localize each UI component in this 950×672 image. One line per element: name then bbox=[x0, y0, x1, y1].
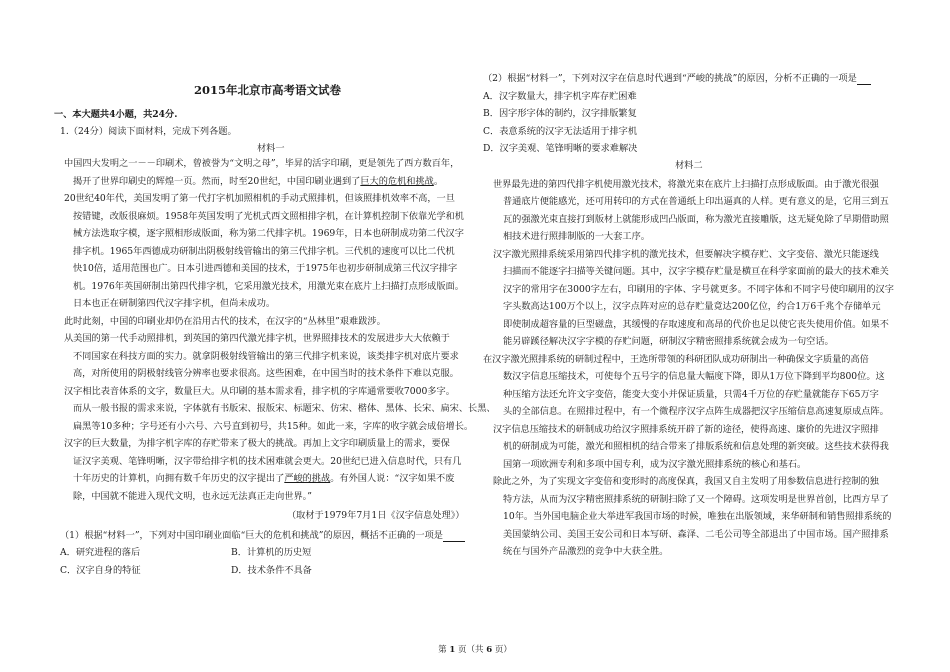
page-footer: 第 1 页（共 6 页） bbox=[438, 645, 512, 655]
text-line: 世界最先进的第四代排字机使用激光技术，将激光束在底片上扫描打点形成版面。由于激光很强 bbox=[493, 179, 879, 190]
text-line: 从美国的第一代手动照排机，到英国的第四代激光排字机，世界照排技术的发展进步大大依赖于 bbox=[64, 333, 450, 344]
source-citation: （取材于1979年7月1日《汉字信息处理》） bbox=[287, 510, 465, 521]
text-line: 汉字的常用字在3000字左右，印刷用的字体、字号就更多。不同字体和不同字号使印刷用的汉字 bbox=[503, 284, 894, 295]
answer-blank bbox=[443, 531, 465, 542]
text-line: 汉字相比表音体系的文字，数量巨大。从印刷的基本需求看，排字机的字库通常要收7000多字。 bbox=[64, 386, 455, 397]
text-line: 特方法，从而为汉字精密照排系统的研制扫除了又一个障碍。这项发明是世界首创，比西方早了 bbox=[503, 494, 889, 505]
answer-blank bbox=[857, 74, 871, 85]
text-line: 头的全部信息。在照排过程中，有一个微程序汉字点阵生成器把汉字压缩信息高速复原成点阵。 bbox=[503, 406, 889, 417]
text-line: 国第一项欧洲专利和多项中国专利，成为汉字激光照排系统的核心和基石。 bbox=[503, 459, 807, 470]
text-line: 高，对所使用的阴极射线管分辨率也要求很高。这些困难，在中国当时的技术条件下难以克服。 bbox=[73, 368, 459, 379]
text-line: 汉字信息压缩技术的研制成功给汉字照排系统开辟了新的途径，使得高速、廉价的先进汉字照排 bbox=[493, 424, 879, 435]
text-line: 扁黑等10多种；字号还有小六号、六号直到初号，共15种。如此一来，字库的收字就会成倍增长。 bbox=[73, 421, 474, 432]
text-line: 机。1976年英国研制出第四代排字机，它采用激光技术，用激光束在底片上扫描打点形成版面。 bbox=[73, 281, 464, 292]
option-a: A．汉字数量大，排字机字库存贮困难 bbox=[483, 91, 637, 102]
text-line: 汉字的巨大数量，为排字机字库的存贮带来了极大的挑战。再加上文字印刷质量上的需求，要保 bbox=[64, 438, 450, 449]
text-line: 美国蒙纳公司、美国王安公司和日本写研、森泽、二毛公司等全部退出了中国市场。国产照排系 bbox=[503, 529, 889, 540]
underlined-phrase: 巨大的危机和挑战 bbox=[360, 176, 434, 187]
text-line: 此时此刻，中国的印刷业却仍在沿用古代的技术，在汉字的“丛林里”艰难跋涉。 bbox=[64, 316, 386, 327]
text-line: 统在与国外产品激烈的竞争中大获全胜。 bbox=[503, 546, 669, 557]
text-line: 汉字激光照排系统采用第四代排字机的激光技术，但要解决字模存贮、文字变倍、激光只能逐线 bbox=[493, 249, 879, 260]
option-c: C．表意系统的汉字无法适用于排字机 bbox=[483, 126, 638, 137]
text-line: 除，中国就不能进入现代文明，也永远无法真正走向世界。” bbox=[73, 491, 312, 502]
text-line: 证汉字美观、笔锋明晰，汉字带给排字机的技术困难就会更大。20世纪已进入信息时代，只有几 bbox=[73, 456, 462, 467]
option-c: C．汉字自身的特征 bbox=[60, 565, 141, 576]
option-b: B．因字形字体的制约，汉字排版繁复 bbox=[483, 108, 637, 119]
option-b: B．计算机的历史短 bbox=[231, 547, 312, 558]
text-line: 瓦的强激光束直接打到版材上就能形成凹凸版面，称为激光直接雕版，这无疑免除了早期借助照 bbox=[503, 214, 889, 225]
question-intro: 1.（24分）阅读下面材料，完成下列各题。 bbox=[60, 126, 237, 137]
question-stem: （2）根据“材料一”，下列对汉字在信息时代遇到“严峻的挑战”的原因，分析不正确的一项是 bbox=[483, 73, 871, 85]
text-line: 快10倍，适用范围也广。日本引进西德和美国的技术，于1975年也初步研制成第三代汉字排字 bbox=[73, 263, 458, 274]
text-line: 日本也正在研制第四代汉字排字机，但尚未成功。 bbox=[73, 298, 276, 309]
text-line: 而从一般书报的需求来说，字体就有书版宋、报版宋、标题宋、仿宋、楷体、黑体、长宋、扁宋、长黑、 bbox=[73, 403, 496, 414]
text-line: 除此之外，为了实现文字变倍和变形时的高度保真，我国又自主发明了用参数信息进行控制的独 bbox=[493, 476, 879, 487]
text-line: 即使制成超容量的巨型磁盘，其缓慢的存取速度和高昂的代价也足以使它丧失使用价值。如果不 bbox=[503, 319, 889, 330]
text-line: 扫描而不能逐字扫描等关键问题。其中，汉字字模存贮量是横亘在科学家面前的最大的技术难关 bbox=[503, 266, 889, 277]
section-heading: 一、本大题共4小题，共24分. bbox=[54, 109, 178, 120]
underlined-phrase: 严峻的挑战 bbox=[284, 473, 331, 484]
material1-title: 材料一 bbox=[257, 143, 285, 154]
text-line: 中国四大发明之一－－印刷术，曾被誉为“文明之母”，毕昇的活字印刷，更是领先了西方数百年， bbox=[64, 158, 460, 169]
text-line: 在汉字激光照排系统的研制过程中，王选所带领的科研团队成功研制出一种确保文字质量的高倍 bbox=[483, 354, 869, 365]
text-line: 数汉字信息压缩技术，可使每个五号字的信息量大幅度下降，即从1万位下降到平均800位。这 bbox=[503, 371, 885, 382]
text-line: 不同国家在科技方面的实力。就拿阴极射线管输出的第三代排字机来说，该类排字机对底片要求 bbox=[73, 351, 459, 362]
option-d: D．技术条件不具备 bbox=[231, 565, 312, 576]
text-line: 能另辟蹊径解决汉字字模的存贮问题，研制汉字精密照排系统就会成为一句空话。 bbox=[503, 336, 834, 347]
text-line: 十年历史的计算机，向拥有数千年历史的汉字提出了严峻的挑战。有外国人说：“汉字如果不废 bbox=[73, 473, 455, 484]
question-stem: （1）根据“材料一”，下列对中国印刷业面临“巨大的危机和挑战”的原因，概括不正确的一项是 bbox=[60, 530, 465, 542]
text-line: 20世纪40年代，美国发明了第一代打字机加照相机的手动式照排机，但该照排机效率不高，一旦 bbox=[64, 193, 455, 204]
option-a: A．研究进程的落后 bbox=[60, 547, 141, 558]
text-line: 普通底片便能感光，还可用转印的方式在普通纸上印出逼真的人样。更有意义的是，它用三到五 bbox=[503, 196, 889, 207]
material2-title: 材料二 bbox=[675, 160, 703, 171]
text-line: 字头数高达100万个以上，汉字点阵对应的总存贮量竟达200亿位，约合1万6千兆个存储单元 bbox=[503, 301, 881, 312]
text-line: 按错键，改版很麻烦。1958年英国发明了光机式西文照相排字机，在计算机控制下依靠光学和机 bbox=[73, 211, 464, 222]
page-total: 6 bbox=[486, 645, 493, 655]
option-d: D．汉字美观、笔锋明晰的要求难解决 bbox=[483, 143, 638, 154]
text-line: 相技术进行照排制版的一大套工序。 bbox=[503, 231, 650, 242]
text-line: 种压缩方法还允许文字变倍，能变大变小并保证质量，只需4千万位的存贮量就能存下65万字 bbox=[503, 389, 879, 400]
page-number: 1 bbox=[449, 645, 456, 655]
text-line: 排字机。1965年西德成功研制出阴极射线管输出的第三代排字机。三代机的速度可以比二代机 bbox=[73, 246, 455, 257]
text-line: 机的研制成为可能，激光和照相机的结合带来了排版系统和信息处理的新突破。这些技术获得我 bbox=[503, 441, 889, 452]
text-line: 揭开了世界印刷史的辉煌一页。然而，时至20世纪，中国印刷业遇到了巨大的危机和挑战。 bbox=[73, 176, 444, 187]
text-line: 械方法选取字模，逐字照相形成版面，称为第二代排字机。1969年，日本也研制成功第二代汉字 bbox=[73, 228, 464, 239]
page-title: 2015年北京市高考语文试卷 bbox=[194, 83, 342, 97]
text-line: 10年。当外国电脑企业大举进军我国市场的时候，唯独在出版领域，来华研制和销售照排系统的 bbox=[503, 511, 892, 522]
